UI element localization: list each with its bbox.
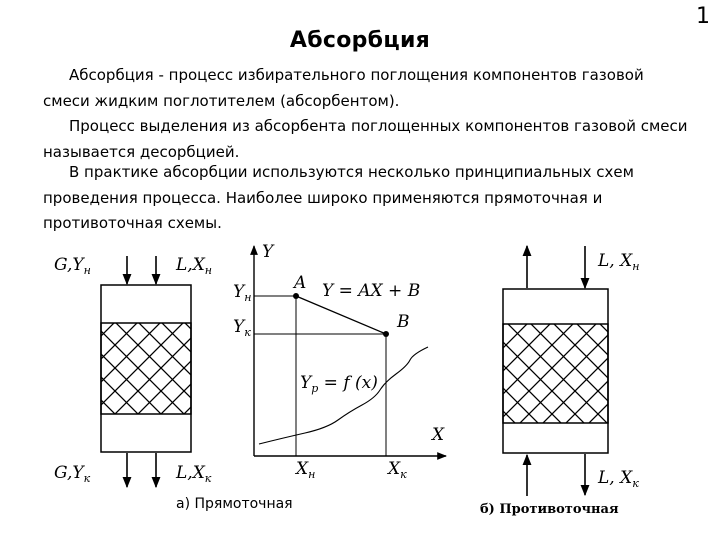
text-line: называется десорбцией. xyxy=(43,142,240,161)
paragraph-desorption-definition xyxy=(43,114,688,165)
equilibrium-equation: $Y_p = f$ (x) xyxy=(300,373,378,395)
absorption-schemes-figure xyxy=(0,238,720,540)
text-line: проведения процесса. Наиболее широко применяются прямоточная и xyxy=(43,188,603,207)
page-title: Абсорбция xyxy=(289,28,431,53)
x-axis-label: X xyxy=(432,425,445,445)
point-b-label: B xyxy=(397,312,410,332)
caption-countercurrent: б) Противоточная xyxy=(480,502,619,517)
paragraph-absorption-definition xyxy=(43,63,683,114)
text-line: Абсорбция - процесс избирательного поглощения компонентов газовой xyxy=(69,66,644,84)
point-a-label: A xyxy=(294,273,307,293)
label-gas-outlet: $G,Y_к$ xyxy=(54,463,91,485)
label-liquid-inlet: $L,X_н$ xyxy=(176,255,213,277)
countercurrent-column xyxy=(503,289,608,453)
text-line: смеси жидким поглотителем (абсорбентом). xyxy=(43,91,400,110)
tick-xn: $X_н$ xyxy=(296,459,316,481)
point-b-marker xyxy=(383,331,389,337)
label-liquid-inlet-b: L, $X_н$ xyxy=(598,251,640,273)
label-liquid-outlet: $L,X_к$ xyxy=(176,463,212,485)
operating-line-equation: Y = AX + B xyxy=(322,281,421,301)
operating-line xyxy=(296,296,386,334)
text-line: В практике абсорбции используются несколько принципиальных схем xyxy=(69,163,634,181)
cocurrent-column xyxy=(101,285,191,452)
label-gas-inlet: $G,Y_н$ xyxy=(54,255,91,277)
label-liquid-outlet-b: L, $X_к$ xyxy=(598,468,639,490)
text-line: Процесс выделения из абсорбента поглощенных компонентов газовой смеси xyxy=(69,117,688,135)
text-line: противоточная схемы. xyxy=(43,214,222,233)
tick-yn: $Y_н$ xyxy=(233,282,252,304)
caption-cocurrent: а) Прямоточная xyxy=(176,496,293,512)
tick-yk: $Y_к$ xyxy=(233,317,251,339)
tick-xk: $X_к$ xyxy=(388,459,407,481)
paragraph-schemes xyxy=(43,160,683,237)
equilibrium-curve xyxy=(259,347,428,444)
point-a-marker xyxy=(293,293,299,299)
page-number: 1 xyxy=(696,4,710,29)
y-axis-label: Y xyxy=(262,242,274,262)
